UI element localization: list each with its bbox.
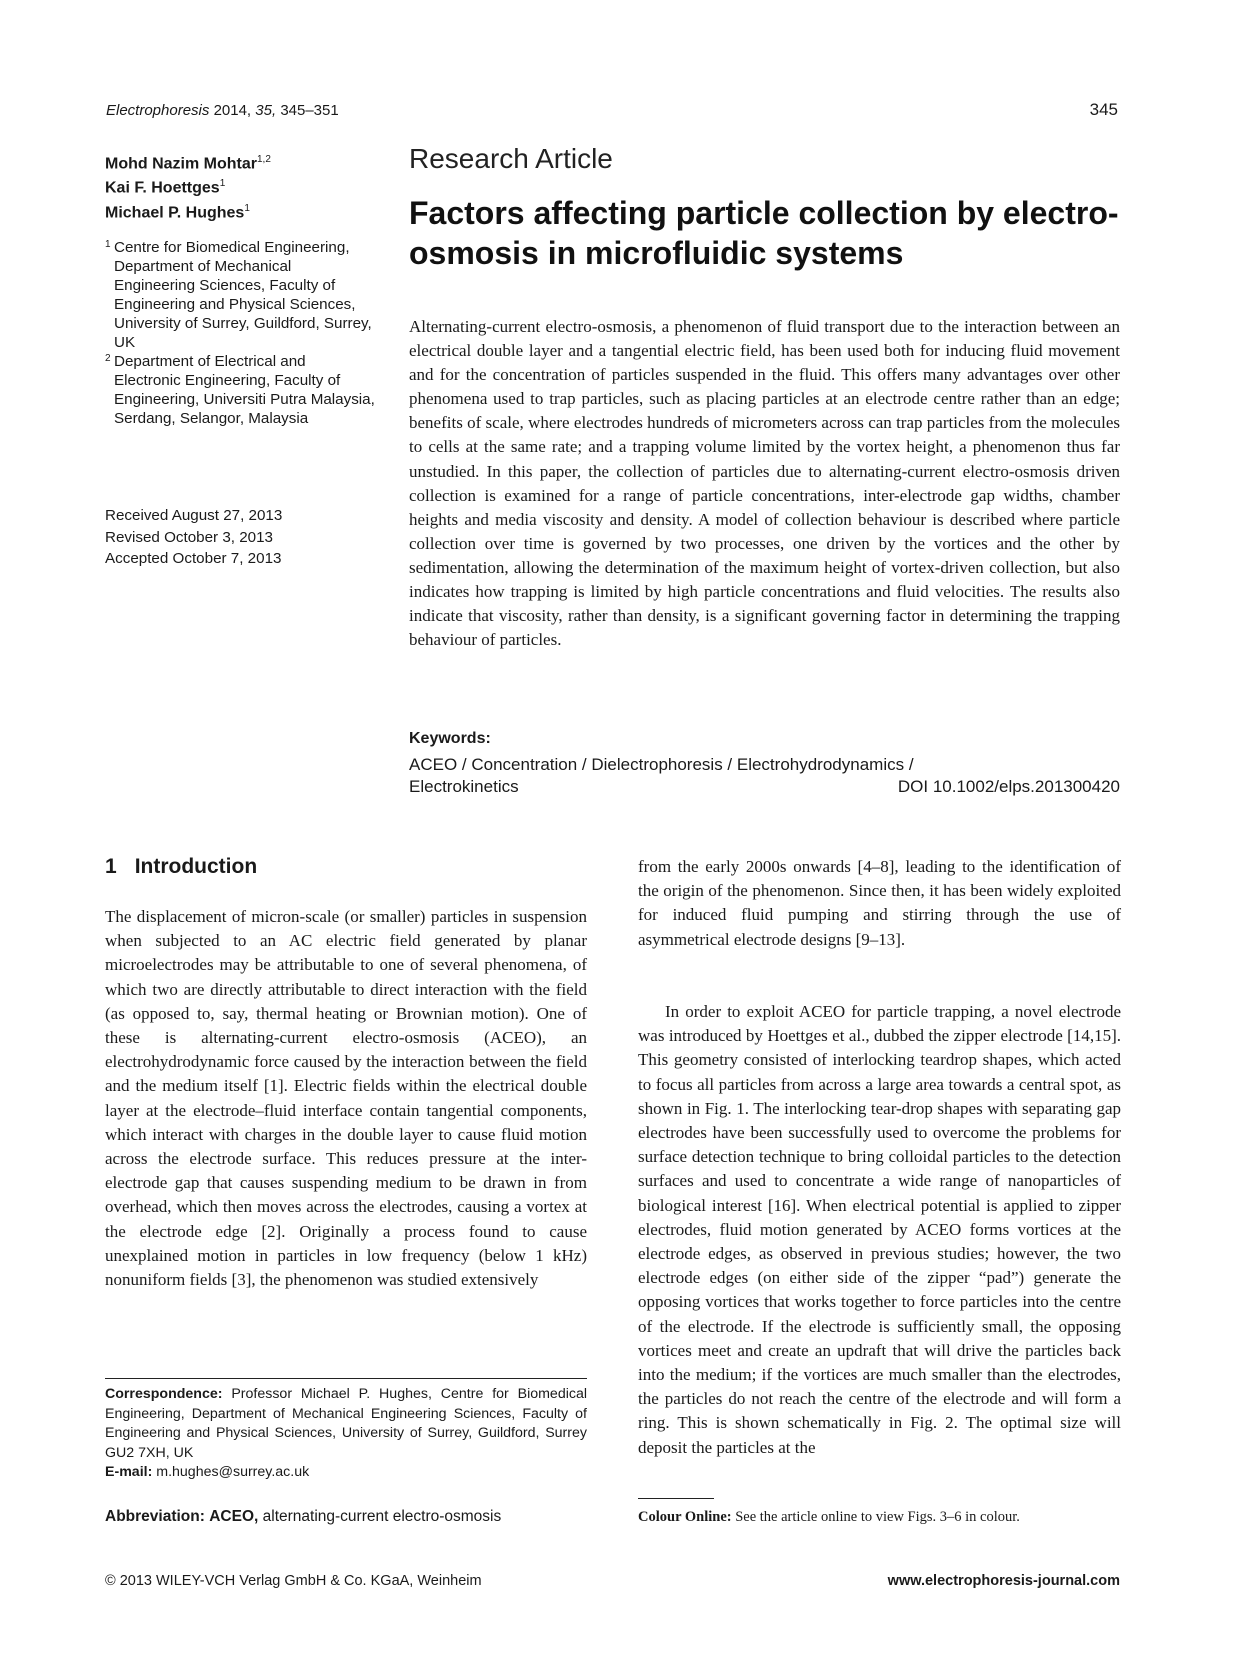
email-label: E-mail: — [105, 1464, 153, 1480]
section-title: Introduction — [134, 855, 258, 878]
copyright: © 2013 WILEY-VCH Verlag GmbH & Co. KGaA, Weinheim — [105, 1573, 482, 1589]
keywords-list: ACEO / Concentration / Dielectrophoresis / Electrohydrodynamics / — [409, 755, 914, 774]
journal-citation — [106, 102, 339, 119]
colour-online-label: Colour Online: — [638, 1509, 732, 1525]
author: Kai F. Hoettges$^1$ — [105, 178, 226, 197]
abbreviation-note — [105, 1508, 501, 1526]
article-title: Factors affecting particle collection by electro-osmosis in microfluidic systems — [409, 195, 1119, 271]
body-paragraph: In order to exploit ACEO for particle trapping, a novel electrode was introduced by Hoettges et al., dubbed the zipper electrode [14,15]. This geometry consisted of interlocking teardrop shapes, which acted to focus all particles from across a large area towards a central spot, as shown in Fig. 1. The interlocking tear-drop shapes with separating gap electrodes have been successfully used to overcome the problems for surface detection technique to bring colloidal particles to the detection surfaces and used to concentrate a wide range of nanoparticles of biological interest [16]. When electrical potential is applied to zipper electrodes, fluid motion generated by ACEO forms vortices at the electrode edges, as observed in previous studies; however, the two electrode edges (on either side of the zipper “pad”) generate the opposing vortices that works together to force particles into the centre of the electrode. If the electrode is sufficiently small, the opposing vortices meet and create an updraft that will drive the particles back into the medium; if the vortices are much smaller than the electrodes, the particles do not reach the centre of the electrode and will form a ring. This is shown schematically in Fig. 2. The optimal size will deposit the particles at the — [638, 1002, 1121, 1457]
article-type: Research Article — [409, 143, 613, 174]
body-paragraph: from the early 2000s onwards [4–8], leading to the identification of the origin of the phenomenon. Since then, it has been widely exploited for induced fluid pumping and stirring through the use of asymmetrical electrode designs [9–13]. — [638, 857, 1121, 949]
correspondence-note — [105, 1385, 587, 1483]
author-list — [105, 150, 375, 223]
colour-online-text: See the article online to view Figs. 3–6 in colour. — [735, 1509, 1020, 1525]
keywords-label: Keywords: — [409, 730, 491, 747]
journal-pages: 345–351 — [280, 102, 339, 119]
abstract: Alternating-current electro-osmosis, a phenomenon of fluid transport due to the interaction between an electrical double layer and a tangential electric field, has been used both for inducing fluid movement and for the concentration of particles suspended in the fluid. This offers many advantages over other phenomena used to trap particles, such as placing particles at an electrode centre rather than an edge; benefits of scale, where electrodes hundreds of micrometers across can trap particles from the molecules to cells at the same rate; and a trapping volume limited by the vortex height, a phenomenon thus far unstudied. In this paper, the collection of particles due to alternating-current electro-osmosis driven collection is examined for a range of particle concentrations, inter-electrode gap widths, chamber heights and media viscosity and density. A model of collection behaviour is described where particle collection over time is governed by two processes, one driven by the vortices and the other by sedimentation, allowing the determination of the maximum height of vortex-driven collection, but also indicates how trapping is limited by high particle concentrations and fluid velocities. The results also indicate that viscosity, rather than density, is a significant governing factor in determining the trapping behaviour of particles. — [409, 317, 1120, 650]
page-number: 345 — [1089, 100, 1118, 119]
section-number: 1 — [105, 855, 117, 878]
affiliation-list — [105, 238, 375, 428]
email-link[interactable]: m.hughes@surrey.ac.uk — [156, 1464, 310, 1480]
author: Mohd Nazim Mohtar$^{1,2}$ — [105, 154, 271, 173]
colour-online-note — [638, 1509, 1020, 1526]
body-paragraph: The displacement of micron-scale (or smaller) particles in suspension when subjected to an AC electric field generated by planar microelectrodes may be attributable to one of several phenomena, of which two are directly attributable to direct interaction with the field (as opposed to, say, thermal heating or Brownian motion). One of these is alternating-current electro-osmosis (ACEO), an electrohydrodynamic force caused by the interaction between the field and the medium itself [1]. Electric fields within the electrical double layer at the electrode–fluid interface contain tangential components, which interact with charges in the double layer to cause fluid motion across the electrode surface. This reduces pressure at the inter-electrode gap that causes suspending medium to be drawn in from overhead, which then moves across the electrodes, causing a vortex at the electrode edge [2]. Originally a process found to cause unexplained motion in particles in low frequency (below 1 kHz) nonuniform fields [3], the phenomenon was studied extensively — [105, 907, 587, 1290]
footnote-divider — [105, 1378, 587, 1379]
affiliation: 1 Centre for Biomedical Engineering, Department of Mechanical Engineering Sciences, Faculty of Engineering and Physical Sciences, University of Surrey, Guildford, Surrey, UK — [105, 239, 372, 351]
section-heading — [105, 855, 257, 879]
journal-url[interactable]: www.electrophoresis-journal.com — [887, 1573, 1120, 1589]
footnote-divider — [638, 1498, 714, 1499]
author: Michael P. Hughes$^1$ — [105, 202, 250, 221]
journal-name: Electrophoresis — [106, 102, 210, 119]
abbreviation-label: Abbreviation: — [105, 1508, 205, 1525]
abbreviation-definition: alternating-current electro-osmosis — [262, 1508, 502, 1525]
correspondence-label: Correspondence: — [105, 1386, 223, 1402]
abbreviation-term: ACEO, — [209, 1508, 259, 1525]
journal-volume: 35, — [255, 102, 277, 119]
journal-year: 2014, — [213, 102, 252, 119]
correspondence-address: Professor Michael P. Hughes, Centre for Biomedical Engineering, Department of Mechanical Engineering Sciences, Faculty of Engineering and Physical Sciences, University of Surrey, Guildford, Surrey GU2 7XH, UK — [105, 1386, 587, 1461]
article-dates — [105, 505, 375, 570]
keywords-list-continued: Electrokinetics — [409, 777, 519, 796]
doi[interactable]: DOI 10.1002/elps.201300420 — [897, 777, 1120, 796]
accepted-date: Accepted October 7, 2013 — [105, 550, 282, 567]
revised-date: Revised October 3, 2013 — [105, 528, 274, 546]
affiliation: 2 Department of Electrical and Electronic Engineering, Faculty of Engineering, Universiti Putra Malaysia, Serdang, Selangor, Malaysia — [105, 353, 375, 427]
received-date: Received August 27, 2013 — [105, 507, 283, 524]
